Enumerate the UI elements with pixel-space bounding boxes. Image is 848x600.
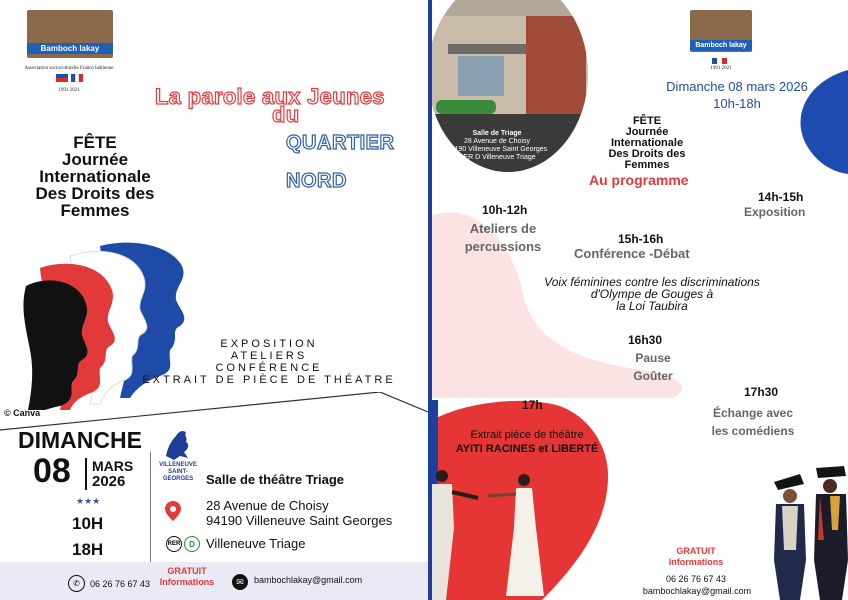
theme-line: d'Olympe de Gouges à xyxy=(590,287,714,301)
theatre-actors-photo xyxy=(432,468,572,600)
date-divider xyxy=(85,458,87,490)
time-conference: 15h-16h xyxy=(618,232,664,246)
canva-credit: © Canva xyxy=(4,408,41,418)
fete-line: Internationale xyxy=(39,167,151,186)
label-ateliers xyxy=(448,220,558,256)
informations-label: Informations xyxy=(668,557,724,567)
fete-line: Femmes xyxy=(60,201,130,220)
event-line: ATELIERS xyxy=(230,350,308,362)
logo-years: 1991 2021 xyxy=(58,88,80,93)
end-time: 18H xyxy=(72,540,104,559)
theme-line: Voix féminines contre les discriminations xyxy=(544,275,760,289)
right-fete-title xyxy=(592,116,702,171)
echange-line: Échange avec xyxy=(712,406,794,420)
gratuit-label: GRATUIT xyxy=(167,566,207,576)
day-number: 08 xyxy=(33,452,71,490)
address-line: 94190 Villeneuve Saint Georges xyxy=(206,513,393,528)
label-theatre xyxy=(452,428,602,456)
phone-icon: ✆ xyxy=(68,575,85,592)
logo-name: Bamboch lakay xyxy=(27,43,113,54)
day-label: DIMANCHE xyxy=(18,427,142,453)
time-pause: 16h30 xyxy=(628,333,663,347)
flags-icon xyxy=(56,74,86,82)
headline-line1: La parole aux Jeunes xyxy=(155,84,385,109)
programme-heading: Au programme xyxy=(589,172,689,188)
time-line: 10h-18h xyxy=(713,96,761,111)
fete-line: Des Droits des xyxy=(35,184,155,203)
photo-caption xyxy=(432,130,562,162)
year-label: 2026 xyxy=(92,473,126,490)
time-theatre: 17h xyxy=(522,398,543,412)
fete-line: Journée xyxy=(61,150,129,169)
label-pause xyxy=(618,349,688,385)
town-line: VILLENEUVE xyxy=(159,462,197,468)
right-panel xyxy=(432,0,848,600)
ateliers-line: Ateliers de xyxy=(469,221,537,236)
fete-line: FÊTE xyxy=(632,115,662,127)
costumed-actors-photo xyxy=(770,460,848,600)
right-footer-phone: 06 26 76 67 43 xyxy=(665,574,727,584)
bamboch-lakay-logo xyxy=(27,10,113,58)
gratuit-label: GRATUIT xyxy=(676,546,716,556)
echange-line: les comédiens xyxy=(711,424,795,438)
station-name: Villeneuve Triage xyxy=(206,536,306,551)
pause-line: Pause xyxy=(635,351,671,365)
caption-line: 94190 Villeneuve Saint Georges xyxy=(446,146,548,153)
event-line: EXTRAIT DE PIÈCE DE THÉATRE xyxy=(142,374,396,386)
time-expo: 14h-15h xyxy=(758,190,804,204)
fete-line: Internationale xyxy=(610,137,684,149)
town-logo-text xyxy=(158,462,198,483)
caption-line: 28 Avenue de Choisy xyxy=(463,138,531,145)
date-line: Dimanche 08 mars 2026 xyxy=(666,79,808,94)
venue-name: Salle de théâtre Triage xyxy=(206,472,345,487)
fete-line: FÊTE xyxy=(73,133,117,152)
bamboch-lakay-logo-small xyxy=(690,10,752,52)
location-pin-icon xyxy=(164,500,182,522)
stars-icon: ★★★ xyxy=(76,496,101,506)
email-icon: ✉ xyxy=(232,574,248,590)
time-echange: 17h30 xyxy=(744,385,779,399)
logo-name-small: Bamboch lakay xyxy=(690,40,752,51)
rer-icon: RER xyxy=(166,536,182,552)
caption-line: RER D Villeneuve Triage xyxy=(458,154,536,161)
logo-years-small: 1991 2021 xyxy=(710,66,732,71)
vertical-separator xyxy=(150,452,151,562)
label-expo: Exposition xyxy=(744,205,806,219)
fete-line: Des Droits des xyxy=(608,148,686,160)
footer-email: bambochlakay@gmail.com xyxy=(254,575,363,585)
line-d-icon: D xyxy=(184,536,200,552)
footer-phone: 06 26 76 67 43 xyxy=(90,579,151,589)
address-line: 28 Avenue de Choisy xyxy=(206,498,329,513)
conference-theme xyxy=(512,276,792,312)
fete-line: Journée xyxy=(625,126,669,138)
start-time: 10H xyxy=(72,514,104,533)
theatre-title: AYITI RACINES et LIBERTÉ xyxy=(455,443,599,455)
right-footer-email: bambochlakay@gmail.com xyxy=(642,586,752,596)
events-list xyxy=(126,338,412,386)
quartier-line1: QUARTIER xyxy=(286,132,395,154)
month-label: MARS xyxy=(92,458,134,474)
event-line: EXPOSITION xyxy=(220,338,318,350)
event-line: CONFÉRENCE xyxy=(215,362,323,374)
town-line: SAINT-GEORGES xyxy=(162,469,194,482)
right-date xyxy=(642,78,832,112)
right-footer-gratuit xyxy=(658,546,734,568)
time-ateliers: 10h-12h xyxy=(482,203,528,217)
rer-d-icon xyxy=(166,536,200,552)
fete-title xyxy=(10,134,180,219)
venue-address xyxy=(206,498,392,528)
label-conference: Conférence -Débat xyxy=(574,246,690,261)
fete-line: Femmes xyxy=(624,159,670,171)
footer-gratuit xyxy=(156,566,218,588)
pause-line: Goûter xyxy=(633,369,673,383)
quartier-line2: NORD xyxy=(286,170,347,192)
label-echange xyxy=(698,404,808,440)
theme-line: la Loi Taubira xyxy=(616,299,688,313)
villeneuve-logo-icon xyxy=(160,426,194,462)
theatre-line: Extrait pièce de théâtre xyxy=(470,429,584,441)
month-year xyxy=(92,458,133,490)
informations-label: Informations xyxy=(159,577,215,587)
left-footer xyxy=(0,562,428,600)
caption-line: Salle de Triage xyxy=(472,130,522,137)
headline-line2: du xyxy=(272,102,300,127)
ateliers-line: percussions xyxy=(464,239,542,254)
logo-subtitle: Association socioculturelle Franco haïtienne xyxy=(24,66,114,71)
flags-icon-small xyxy=(712,58,728,64)
